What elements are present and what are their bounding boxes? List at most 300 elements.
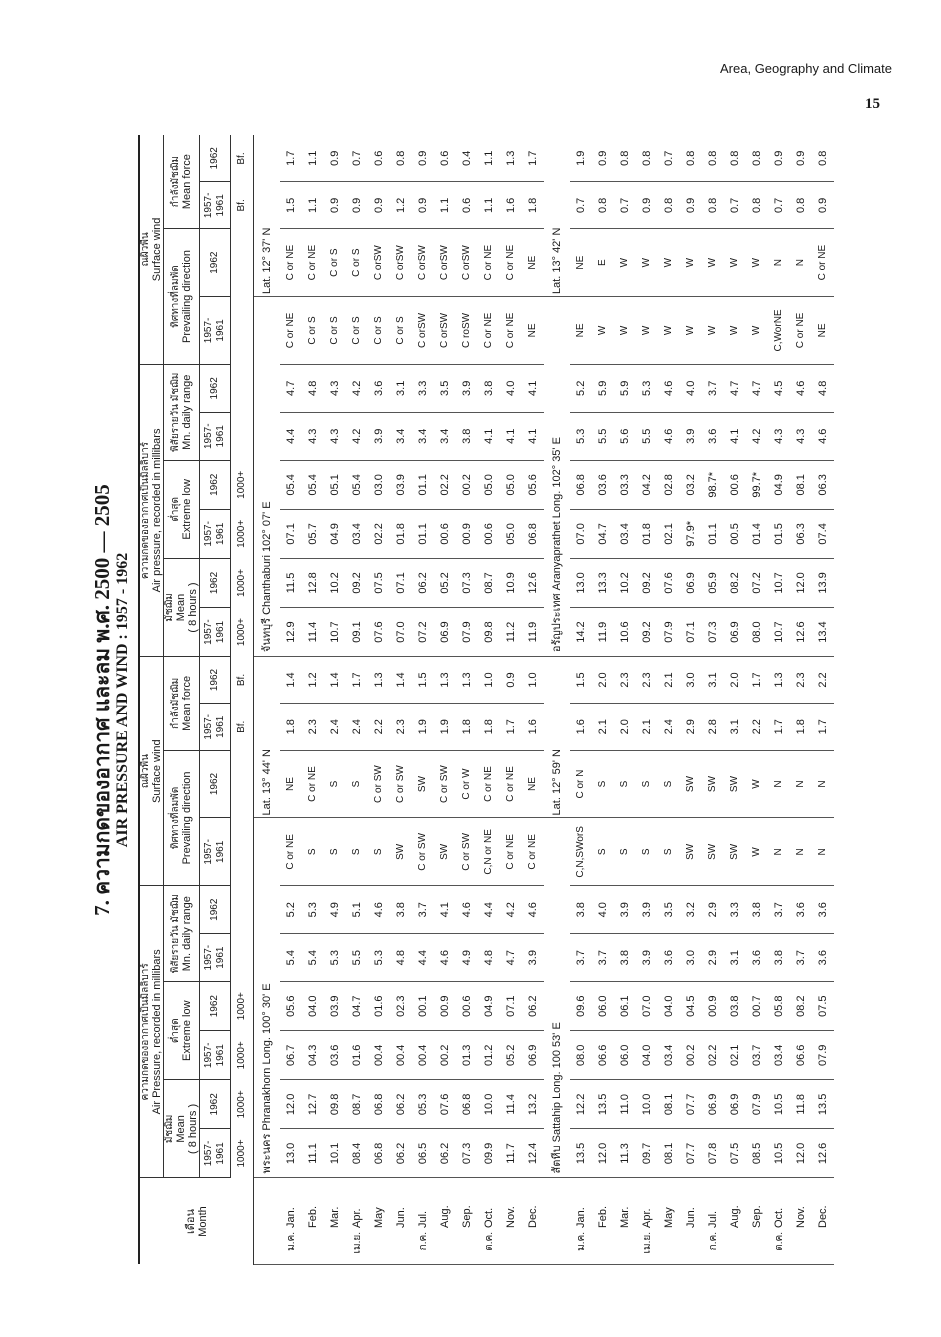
table-cell: N: [790, 818, 812, 886]
table-cell: S: [658, 750, 680, 818]
table-cell: SW: [412, 750, 434, 818]
table-cell: 03.3: [614, 460, 636, 509]
force-english: Mean force: [181, 154, 193, 210]
table-cell: N: [768, 818, 790, 886]
table-cell: 0.9: [680, 182, 702, 229]
table-cell: 07.4: [812, 509, 834, 558]
table-cell: 12.4: [522, 1129, 544, 1178]
table-cell: S: [346, 750, 368, 818]
table-row: [412, 135, 434, 1265]
table-cell: 3.8: [614, 934, 636, 982]
table-cell: C orSW: [390, 229, 412, 297]
table-cell: 11.7: [500, 1129, 522, 1178]
month-cell: [346, 1178, 368, 1265]
table-cell: 0.8: [746, 135, 768, 182]
table-cell: 12.0: [790, 1129, 812, 1178]
table-cell: 2.4: [658, 703, 680, 750]
table-cell: C or S: [324, 229, 346, 297]
month-abbr-thai: ต.ค.: [773, 1232, 785, 1251]
table-cell: C or NE: [280, 229, 302, 297]
month-header-thai: เดือน: [184, 1208, 197, 1235]
table-cell: 4.6: [434, 934, 456, 982]
table-cell: 0.9: [636, 182, 658, 229]
table-cell: 1.4: [324, 657, 346, 704]
table-cell: 05.0: [478, 460, 500, 509]
table-cell: 11.8: [790, 1080, 812, 1129]
table-cell: 2.2: [812, 657, 834, 704]
table-cell: 03.4: [346, 509, 368, 558]
surface-wind-english: Surface wind: [151, 217, 163, 282]
table-cell: SW: [390, 818, 412, 886]
table-cell: C orSW: [434, 297, 456, 365]
table-cell: 1.9: [412, 703, 434, 750]
table-cell: 0.9: [592, 135, 614, 182]
table-cell: 10.2: [324, 558, 346, 607]
table-cell: 0.7: [346, 135, 368, 182]
year-header-1962: 1962: [200, 364, 231, 412]
table-cell: 4.8: [390, 934, 412, 982]
table-cell: 0.6: [434, 135, 456, 182]
table-cell: 06.2: [522, 982, 544, 1031]
table-cell: 3.7: [570, 934, 592, 982]
table-cell: 06.6: [790, 1031, 812, 1080]
table-cell: 00.6: [478, 509, 500, 558]
table-cell: 2.8: [702, 703, 724, 750]
table-cell: 03.4: [614, 509, 636, 558]
table-cell: 0.8: [746, 182, 768, 229]
table-cell: 2.3: [636, 657, 658, 704]
table-cell: 06.8: [570, 460, 592, 509]
table-cell: 1.1: [478, 182, 500, 229]
force-thai: กำลังมัชฌิม: [170, 156, 181, 208]
year-end: 1961: [215, 425, 226, 448]
unit-cell: 1000+: [231, 982, 254, 1031]
unit-cell: Bf.: [231, 182, 254, 229]
unit-cell: 1000+: [231, 558, 254, 607]
table-cell: 1.2: [302, 657, 324, 704]
table-cell: N: [768, 750, 790, 818]
table-cell: 2.1: [636, 703, 658, 750]
table-cell: 08.0: [746, 608, 768, 657]
year-end: 1961: [215, 840, 226, 863]
table-cell: 01.2: [478, 1031, 500, 1080]
year-header-1962: 1962: [200, 750, 231, 818]
table-cell: 12.0: [280, 1080, 302, 1129]
table-cell: 12.2: [570, 1080, 592, 1129]
table-cell: 2.1: [592, 703, 614, 750]
table-cell: 00.2: [456, 460, 478, 509]
table-row: [746, 135, 768, 1265]
table-cell: 10.5: [768, 1129, 790, 1178]
table-cell: 1.7: [812, 703, 834, 750]
year-header-1957-1961: [200, 703, 231, 750]
table-cell: 12.7: [302, 1080, 324, 1129]
table-cell: 0.9: [500, 657, 522, 704]
table-cell: 03.4: [658, 1031, 680, 1080]
unit-cell: [231, 229, 254, 297]
table-row: [324, 135, 346, 1265]
table-cell: 0.9: [812, 182, 834, 229]
table-cell: 04.5: [680, 982, 702, 1031]
year-start: 1957-: [203, 1140, 214, 1167]
month-name: Jan.: [284, 1207, 297, 1228]
table-cell: 4.0: [680, 364, 702, 412]
year-end: 1961: [215, 1142, 226, 1165]
table-cell: 10.7: [768, 558, 790, 607]
extreme-low-header: [164, 982, 200, 1080]
table-cell: 0.4: [456, 135, 478, 182]
table-cell: C orSW: [456, 229, 478, 297]
table-cell: 03.9: [390, 460, 412, 509]
month-name: Jun.: [685, 1207, 697, 1228]
unit-cell: [231, 297, 254, 365]
table-cell: 5.2: [570, 364, 592, 412]
surface-wind-thai: ณผิวพื้น: [140, 232, 151, 267]
table-cell: SW: [434, 818, 456, 886]
table-cell: 09.2: [346, 558, 368, 607]
table-cell: 3.9: [456, 364, 478, 412]
table-cell: 1.7: [768, 703, 790, 750]
table-cell: 4.1: [478, 412, 500, 460]
table-body: [254, 135, 835, 1265]
table-cell: 06.0: [614, 1031, 636, 1080]
table-cell: 0.9: [790, 135, 812, 182]
table-cell: 03.2: [680, 460, 702, 509]
station-row-spacer: [254, 1178, 281, 1265]
table-cell: W: [658, 297, 680, 365]
table-cell: W: [724, 297, 746, 365]
table-cell: 2.0: [614, 703, 636, 750]
table-cell: 4.2: [500, 886, 522, 934]
station-latitude: Lat. 12° 59' N: [544, 657, 570, 818]
table-cell: 4.2: [746, 412, 768, 460]
table-cell: W: [746, 229, 768, 297]
table-title-english: AIR PRESSURE AND WIND : 1957 - 1962: [114, 552, 131, 848]
table-row: [522, 135, 544, 1265]
table-cell: C or NE: [500, 818, 522, 886]
table-cell: 0.6: [456, 182, 478, 229]
station-row: [254, 135, 281, 1265]
unit-cell: 1000+: [231, 1129, 254, 1178]
year-header-1962: 1962: [200, 657, 231, 704]
table-row: [368, 135, 390, 1265]
table-cell: C,N,SWorS: [570, 818, 592, 886]
table-cell: 3.6: [658, 934, 680, 982]
table-cell: SW: [680, 750, 702, 818]
unit-cell: 1000+: [231, 1031, 254, 1080]
table-cell: 07.6: [434, 1080, 456, 1129]
table-cell: 08.0: [570, 1031, 592, 1080]
table-cell: 05.6: [522, 460, 544, 509]
table-cell: S: [658, 818, 680, 886]
year-header-1957-1961: [200, 1129, 231, 1178]
year-start: 1957-: [203, 839, 214, 865]
table-cell: 00.2: [680, 1031, 702, 1080]
table-cell: 07.1: [280, 509, 302, 558]
table-cell: 06.8: [522, 509, 544, 558]
table-cell: 04.7: [592, 509, 614, 558]
table-cell: 4.7: [500, 934, 522, 982]
table-cell: 4.4: [412, 934, 434, 982]
table-cell: 10.2: [614, 558, 636, 607]
table-cell: 4.1: [724, 412, 746, 460]
daily-range-header: [164, 364, 200, 460]
table-cell: 1.1: [478, 135, 500, 182]
rotated-table-page: [90, 135, 860, 1265]
table-cell: 2.9: [702, 886, 724, 934]
table-cell: C or NE: [522, 818, 544, 886]
table-cell: 06.9: [702, 1080, 724, 1129]
table-cell: 5.9: [592, 364, 614, 412]
table-cell: C or NE: [302, 750, 324, 818]
table-cell: 3.8: [390, 886, 412, 934]
table-cell: 3.6: [812, 886, 834, 934]
range-thai: พิสัยรายวัน มัชฌิม: [170, 372, 181, 452]
table-cell: W: [614, 229, 636, 297]
table-cell: 05.0: [500, 460, 522, 509]
table-cell: C or NE: [790, 297, 812, 365]
table-cell: 1.0: [522, 657, 544, 704]
table-cell: 06.2: [434, 1129, 456, 1178]
month-cell: [614, 1178, 636, 1265]
table-cell: 4.1: [434, 886, 456, 934]
month-cell: [324, 1178, 346, 1265]
unit-cell: Bf.: [231, 135, 254, 182]
year-end: 1961: [215, 522, 226, 545]
table-cell: S: [592, 750, 614, 818]
table-cell: 3.0: [680, 934, 702, 982]
table-cell: S: [614, 750, 636, 818]
table-cell: 4.6: [658, 364, 680, 412]
table-row: [280, 135, 302, 1265]
table-cell: 07.1: [390, 558, 412, 607]
table-cell: W: [724, 229, 746, 297]
air-pressure-english: Air pressure, recorded in millibars: [151, 428, 163, 593]
table-cell: 05.4: [280, 460, 302, 509]
table-cell: 5.6: [614, 412, 636, 460]
table-cell: 11.1: [302, 1129, 324, 1178]
table-cell: 03.6: [592, 460, 614, 509]
table-cell: 3.4: [390, 412, 412, 460]
table-cell: 08.1: [790, 460, 812, 509]
table-row: [812, 135, 834, 1265]
table-cell: NE: [522, 297, 544, 365]
table-cell: 05.3: [412, 1080, 434, 1129]
table-cell: 99.7*: [746, 460, 768, 509]
month-cell: [570, 1178, 592, 1265]
month-name: Nov.: [505, 1206, 517, 1228]
year-start: 1957-: [203, 317, 214, 344]
table-cell: 07.0: [636, 982, 658, 1031]
year-end: 1961: [215, 715, 226, 738]
table-cell: 4.8: [302, 364, 324, 412]
table-cell: 05.4: [346, 460, 368, 509]
table-cell: 5.2: [280, 886, 302, 934]
month-cell: [724, 1178, 746, 1265]
month-cell: [522, 1178, 544, 1265]
table-cell: 3.4: [434, 412, 456, 460]
table-cell: 01.1: [412, 509, 434, 558]
table-cell: N: [768, 229, 790, 297]
table-cell: 1.1: [302, 135, 324, 182]
table-cell: 3.9: [368, 412, 390, 460]
table-cell: 06.9: [724, 608, 746, 657]
month-header: [139, 1178, 254, 1265]
table-cell: 01.4: [746, 509, 768, 558]
table-cell: 08.5: [746, 1129, 768, 1178]
station-latitude: Lat. 13° 42' N: [544, 135, 570, 297]
year-start: 1957-: [203, 192, 214, 219]
table-cell: SW: [724, 750, 746, 818]
table-cell: W: [746, 297, 768, 365]
table-cell: 12.0: [592, 1129, 614, 1178]
table-cell: 2.2: [746, 703, 768, 750]
table-row: [500, 135, 522, 1265]
table-cell: 11.0: [614, 1080, 636, 1129]
table-cell: 11.9: [522, 608, 544, 657]
table-cell: 0.8: [658, 182, 680, 229]
table-cell: C,WorNE: [768, 297, 790, 365]
year-header-1957-1961: [200, 1031, 231, 1080]
month-cell: [790, 1178, 812, 1265]
table-cell: 4.3: [768, 412, 790, 460]
table-cell: 1.1: [434, 182, 456, 229]
table-cell: 02.1: [658, 509, 680, 558]
table-cell: NE: [570, 297, 592, 365]
table-cell: 06.3: [812, 460, 834, 509]
year-header-1957-1961: [200, 818, 231, 886]
month-cell: [680, 1178, 702, 1265]
table-cell: C orSW: [412, 229, 434, 297]
table-cell: C,N or NE: [478, 818, 500, 886]
table-cell: 03.4: [768, 1031, 790, 1080]
table-cell: 3.7: [790, 934, 812, 982]
table-cell: 3.8: [768, 934, 790, 982]
year-header-1962: 1962: [200, 982, 231, 1031]
extreme-thai: ต่ำสุด: [170, 1018, 181, 1044]
surface-wind-header-right: [139, 135, 164, 364]
table-cell: 08.1: [658, 1129, 680, 1178]
table-cell: 4.9: [456, 934, 478, 982]
extreme-english: Extreme low: [181, 1000, 193, 1061]
month-cell: [412, 1178, 434, 1265]
table-cell: S: [324, 818, 346, 886]
table-cell: 5.5: [346, 934, 368, 982]
table-cell: 02.2: [702, 1031, 724, 1080]
table-title-thai: 7. ความกดของอากาศ และลม พ.ศ. 2500 — 2505: [90, 484, 114, 916]
year-start: 1957-: [203, 1042, 214, 1069]
table-cell: 3.6: [812, 934, 834, 982]
table-cell: 05.2: [434, 558, 456, 607]
table-cell: 4.0: [592, 886, 614, 934]
direction-english: Prevailing direction: [181, 771, 193, 865]
year-end: 1961: [215, 319, 226, 342]
mean-header: [164, 1080, 200, 1178]
table-cell: 08.2: [790, 982, 812, 1031]
table-cell: W: [702, 297, 724, 365]
table-cell: 03.7: [746, 1031, 768, 1080]
table-cell: 01.1: [702, 509, 724, 558]
table-cell: 1.4: [280, 657, 302, 704]
table-cell: 1.7: [280, 135, 302, 182]
table-cell: S: [614, 818, 636, 886]
surface-wind-english: Surface wind: [151, 739, 163, 803]
table-cell: 08.4: [346, 1129, 368, 1178]
table-cell: 2.4: [324, 703, 346, 750]
air-pressure-english: Air Pressure, recorded in millibars: [151, 949, 163, 1115]
table-cell: 02.3: [390, 982, 412, 1031]
table-cell: 09.2: [636, 608, 658, 657]
table-cell: 12.0: [790, 558, 812, 607]
table-cell: 0.7: [724, 182, 746, 229]
table-cell: 3.8: [570, 886, 592, 934]
table-cell: 4.8: [478, 934, 500, 982]
table-cell: 1.5: [280, 182, 302, 229]
year-header-1962: 1962: [200, 886, 231, 934]
table-cell: W: [680, 297, 702, 365]
table-cell: 06.1: [614, 982, 636, 1031]
table-cell: 10.5: [768, 1080, 790, 1129]
month-name: Feb.: [307, 1205, 319, 1228]
table-cell: 06.2: [412, 558, 434, 607]
table-cell: 07.3: [456, 1129, 478, 1178]
table-cell: 3.5: [434, 364, 456, 412]
station-latitude: Lat. 12° 37' N: [254, 135, 281, 297]
table-cell: 05.8: [768, 982, 790, 1031]
month-cell: [702, 1178, 724, 1265]
table-cell: 1.8: [790, 703, 812, 750]
table-cell: 5.3: [324, 934, 346, 982]
table-cell: 12.6: [812, 1129, 834, 1178]
year-header-row: [200, 135, 231, 1265]
month-name: May: [373, 1207, 385, 1228]
table-cell: S: [324, 750, 346, 818]
table-cell: 07.7: [680, 1080, 702, 1129]
table-cell: 10.0: [636, 1080, 658, 1129]
table-cell: 13.5: [592, 1080, 614, 1129]
table-cell: 4.7: [280, 364, 302, 412]
table-cell: 02.2: [368, 509, 390, 558]
table-cell: 05.7: [302, 509, 324, 558]
table-cell: 3.9: [522, 934, 544, 982]
table-row: [592, 135, 614, 1265]
table-cell: 04.9: [478, 982, 500, 1031]
surface-wind-header-left: [139, 657, 164, 886]
month-abbr-thai: ก.ค.: [707, 1232, 719, 1251]
table-cell: 0.7: [570, 182, 592, 229]
table-cell: 4.6: [368, 886, 390, 934]
month-cell: [302, 1178, 324, 1265]
table-row: [434, 135, 456, 1265]
table-cell: 4.1: [500, 412, 522, 460]
table-cell: C or SW: [412, 818, 434, 886]
table-cell: 05.1: [324, 460, 346, 509]
table-cell: 08.7: [346, 1080, 368, 1129]
table-cell: 4.6: [812, 412, 834, 460]
table-cell: 0.9: [324, 182, 346, 229]
year-header-1957-1961: [200, 608, 231, 657]
table-cell: 0.9: [346, 182, 368, 229]
table-cell: W: [702, 229, 724, 297]
table-cell: C or S: [346, 229, 368, 297]
extreme-english: Extreme low: [181, 479, 193, 540]
table-cell: C or N: [570, 750, 592, 818]
table-cell: 00.2: [434, 1031, 456, 1080]
table-cell: 3.8: [456, 412, 478, 460]
table-cell: C or W: [456, 750, 478, 818]
table-row: [724, 135, 746, 1265]
table-cell: 00.9: [702, 982, 724, 1031]
